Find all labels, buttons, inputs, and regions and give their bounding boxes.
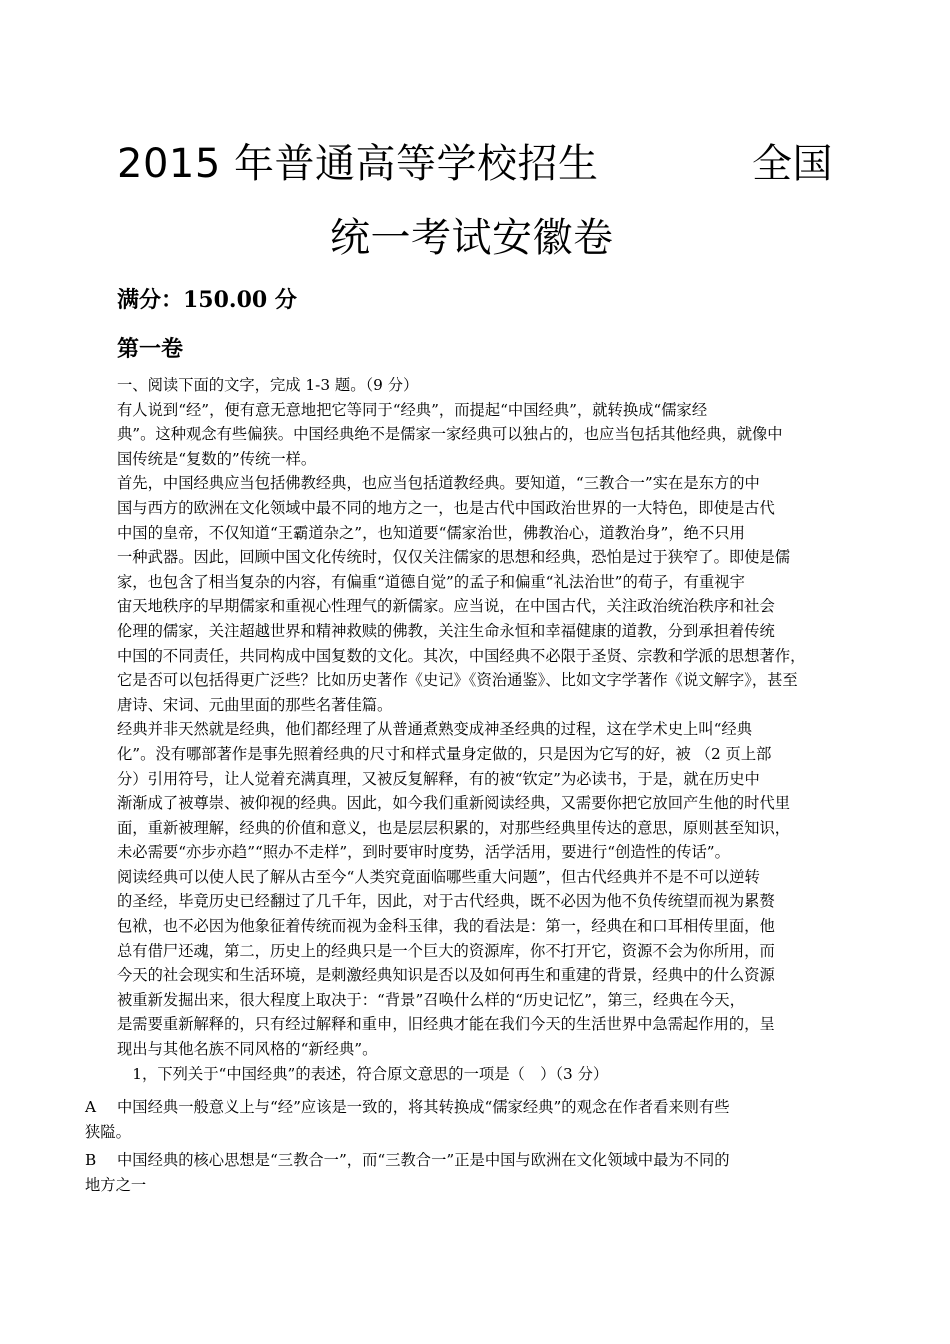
question-1-options: [85, 1095, 865, 1197]
passage-line: 分）引用符号，让人觉着充满真理，又被反复解释，有的被“钦定”为必读书，于是，就在历史中: [117, 769, 760, 788]
passage-line: 化”。没有哪部著作是事先照着经典的尺寸和样式量身定做的，只是因为它写的好，被 （2 页上部: [117, 744, 772, 763]
passage-line: 包袱，也不必因为他象征着传统而视为金科玉律，我的看法是：第一，经典在和口耳相传里面，他: [117, 917, 775, 936]
passage-line: 经典并非天然就是经典，他们都经理了从普通煮熟变成神圣经典的过程，这在学术史上叫“经典: [117, 720, 752, 739]
option-a-continued: 狭隘。: [85, 1122, 131, 1141]
exam-title-line1-tail: 全国: [752, 141, 833, 187]
passage-line: 现出与其他名族不同风格的“新经典”。: [117, 1040, 378, 1059]
passage-line: 总有借尸还魂，第二，历史上的经典只是一个巨大的资源库，你不打开它，资源不会为你所用，而: [117, 941, 775, 960]
question-1-stem: 1，下列关于“中国经典”的表述，符合原文意思的一项是（ ）（3 分）: [117, 1064, 609, 1083]
passage-line: 今天的社会现实和生活环境，是刺激经典知识是否以及如何再生和重建的背景，经典中的什么资源: [117, 966, 775, 985]
passage-line: 一、阅读下面的文字，完成 1-3 题。（9 分）: [117, 376, 419, 394]
passage-line: 的圣经，毕竟历史已经翻过了几千年，因此，对于古代经典，既不必因为他不负传统望而视为累赘: [117, 892, 775, 911]
passage-line: 被重新发掘出来，很大程度上取决于：“背景”召唤什么样的“历史记忆”，第三，经典在今天，: [117, 990, 745, 1009]
passage-line: 家，也包含了相当复杂的内容，有偏重“道德自觉”的孟子和偏重“礼法治世”的荀子，有重视宇: [117, 572, 745, 591]
option-a: [85, 1095, 865, 1120]
passage-line: 唐诗、宋词、元曲里面的那些名著佳篇。: [117, 695, 393, 714]
passage-line: 未必需要“亦步亦趋”“照办不走样”，到时要审时度势，活学活用，要进行“创造性的传话”。: [117, 843, 730, 862]
exam-title-line1: 2015 年普通高等学校招生: [117, 141, 599, 187]
passage-line: 伦理的儒家，关注超越世界和精神救赎的佛教，关注生命永恒和幸福健康的道教，分到承担着传统: [117, 621, 775, 640]
passage-line: 阅读经典可以使人民了解从古至今“人类究竟面临哪些重大问题”，但古代经典并不是不可以逆转: [117, 867, 760, 886]
passage-line: 中国的皇帝，不仅知道“王霸道杂之”，也知道要“儒家治世，佛教治心，道教治身”，绝不只用: [117, 523, 745, 542]
option-text: 中国经典一般意义上与“经”应该是一致的，将其转换成“儒家经典”的观念在作者看来则有些: [117, 1098, 730, 1116]
reading-passage: [117, 373, 852, 1086]
option-letter: A: [85, 1098, 97, 1116]
exam-title-line2: 统一考试安徽卷: [330, 215, 614, 261]
full-score: 满分：150.00 分: [117, 287, 297, 313]
passage-line: 渐渐成了被尊崇、被仰视的经典。因此，如今我们重新阅读经典，又需要你把它放回产生他的时代里: [117, 794, 791, 813]
volume-heading: 第一卷: [117, 336, 184, 362]
passage-line: 宙天地秩序的早期儒家和重视心性理气的新儒家。应当说，在中国古代，关注政治统治秩序和社会: [117, 597, 775, 616]
passage-line: 面，重新被理解，经典的价值和意义，也是层层积累的，对那些经典里传达的意思，原则甚至知识，: [117, 818, 791, 837]
passage-line: 有人说到“经”，便有意无意地把它等同于“经典”，而提起“中国经典”，就转换成“儒家经: [117, 400, 708, 419]
option-letter: B: [85, 1151, 97, 1170]
passage-line: 国与西方的欧洲在文化领域中最不同的地方之一，也是古代中国政治世界的一大特色，即使是古代: [117, 498, 775, 517]
passage-line: 它是否可以包括得更广泛些？比如历史著作《史记》《资治通鉴》、比如文字学著作《说文解字》，甚至: [117, 671, 798, 690]
passage-line: 一种武器。因此，回顾中国文化传统时，仅仅关注儒家的思想和经典，恐怕是过于狭窄了。即使是儒: [117, 548, 791, 567]
passage-line: 首先，中国经典应当包括佛教经典，也应当包括道教经典。要知道，“三教合一”实在是东方的中: [117, 474, 760, 493]
option-text: 中国经典的核心思想是“三教合一”，而“三教合一”正是中国与欧洲在文化领域中最为不同的: [117, 1151, 730, 1170]
passage-line: 典”。这种观念有些偏狭。中国经典绝不是儒家一家经典可以独占的，也应当包括其他经典，就像中: [117, 425, 783, 444]
passage-line: 是需要重新解释的，只有经过解释和重申，旧经典才能在我们今天的生活世界中急需起作用的，呈: [117, 1015, 775, 1034]
passage-line: 国传统是“复数的”传统一样。: [117, 449, 317, 468]
passage-line: 中国的不同责任，共同构成中国复数的文化。其次，中国经典不必限于圣贤、宗教和学派的思想著作，: [117, 646, 806, 665]
option-b-continued: 地方之一: [85, 1175, 147, 1194]
option-b: [85, 1148, 865, 1173]
